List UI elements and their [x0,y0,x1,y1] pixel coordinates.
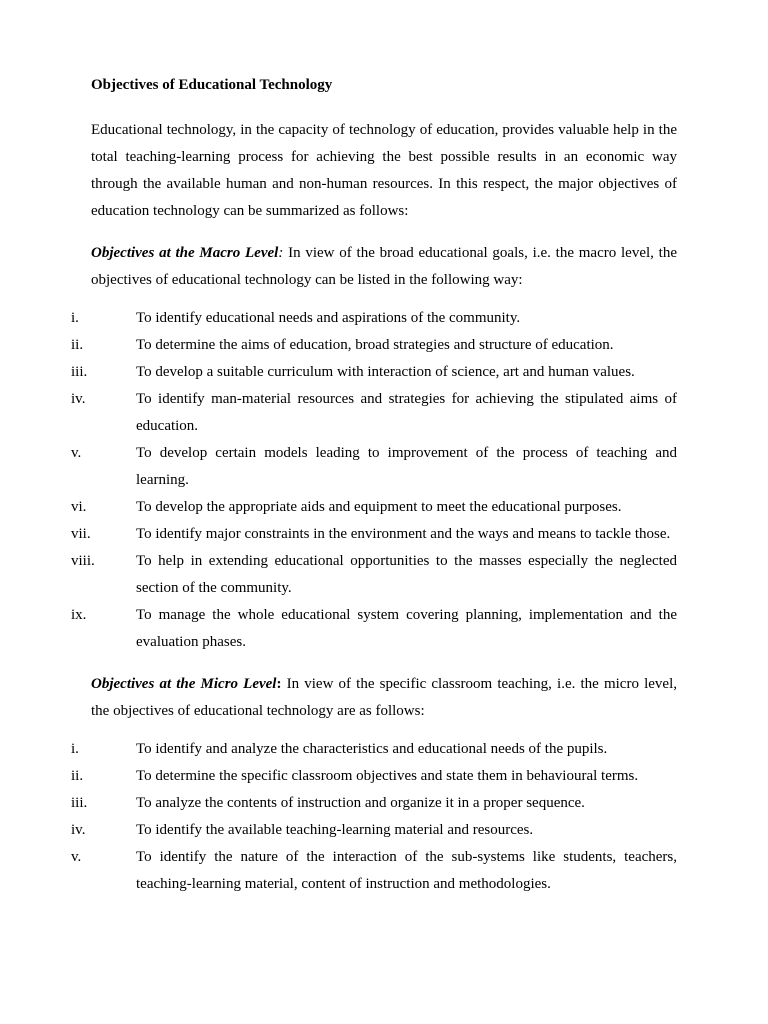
list-item [71,305,677,332]
list-item [71,844,677,898]
micro-level-heading-colon: : [276,676,282,692]
list-item-text: To identify the available teaching-learning material and resources. [136,822,534,838]
list-item [71,602,677,656]
micro-level-paragraph [91,671,677,725]
list-item [71,790,677,817]
macro-objectives-list [71,305,677,656]
list-item-text: To identify and analyze the characteristics and educational needs of the pupils. [136,741,608,757]
list-item-number: iii. [71,795,88,811]
list-item-text: To develop certain models leading to improvement of the process of teaching and learning. [136,445,677,488]
list-item [71,548,677,602]
list-item [71,440,677,494]
list-item [71,332,677,359]
list-item-number: iv. [71,391,86,407]
intro-paragraph: Educational technology, in the capacity of technology of education, provides valuable help in the total teaching-learning process for achieving the best possible results in an economic way through the available human and non-human resources. In this respect, the major objectives of education technology can be summarized as follows: [91,122,677,219]
micro-level-heading: Objectives at the Micro Level [91,676,277,692]
list-item-text: To analyze the contents of instruction and organize it in a proper sequence. [136,795,585,811]
list-item-number: v. [71,445,82,461]
list-item-number: ii. [71,768,84,784]
list-item-number: vii. [71,526,91,542]
list-item [71,494,677,521]
macro-level-text: In view of the broad educational goals, i.e. the macro level, the objectives of educational technology can be listed in the following way: [91,245,677,288]
list-item-number: iv. [71,822,86,838]
macro-level-paragraph [91,240,677,294]
list-item [71,521,677,548]
list-item [71,817,677,844]
list-item-number: ii. [71,337,84,353]
list-item-text: To determine the specific classroom objectives and state them in behavioural terms. [136,768,639,784]
macro-level-heading-colon: : [278,245,284,261]
list-item-text: To develop a suitable curriculum with interaction of science, art and human values. [136,364,635,380]
list-item [71,736,677,763]
list-item [71,359,677,386]
list-item-text: To develop the appropriate aids and equipment to meet the educational purposes. [136,499,622,515]
list-item [71,386,677,440]
list-item-text: To manage the whole educational system covering planning, implementation and the evaluation phases. [136,607,677,650]
list-item-text: To identify educational needs and aspirations of the community. [136,310,521,326]
list-item-number: vi. [71,499,87,515]
document-title: Objectives of Educational Technology [91,77,333,93]
list-item-number: v. [71,849,82,865]
micro-level-text: In view of the specific classroom teaching, i.e. the micro level, the objectives of educational technology are as follows: [91,676,677,719]
macro-level-heading: Objectives at the Macro Level [91,245,279,261]
list-item-text: To help in extending educational opportunities to the masses especially the neglected section of the community. [136,553,677,596]
list-item [71,763,677,790]
list-item-number: i. [71,310,79,326]
list-item-text: To determine the aims of education, broad strategies and structure of education. [136,337,614,353]
list-item-text: To identify the nature of the interaction of the sub-systems like students, teachers, teaching-learning material, content of instruction and methodologies. [136,849,677,892]
list-item-number: i. [71,741,79,757]
list-item-number: ix. [71,607,87,623]
list-item-number: iii. [71,364,88,380]
list-item-text: To identify major constraints in the environment and the ways and means to tackle those. [136,526,671,542]
list-item-number: viii. [71,553,95,569]
micro-objectives-list [71,736,677,898]
document-body [71,72,677,898]
list-item-text: To identify man-material resources and strategies for achieving the stipulated aims of education. [136,391,677,434]
